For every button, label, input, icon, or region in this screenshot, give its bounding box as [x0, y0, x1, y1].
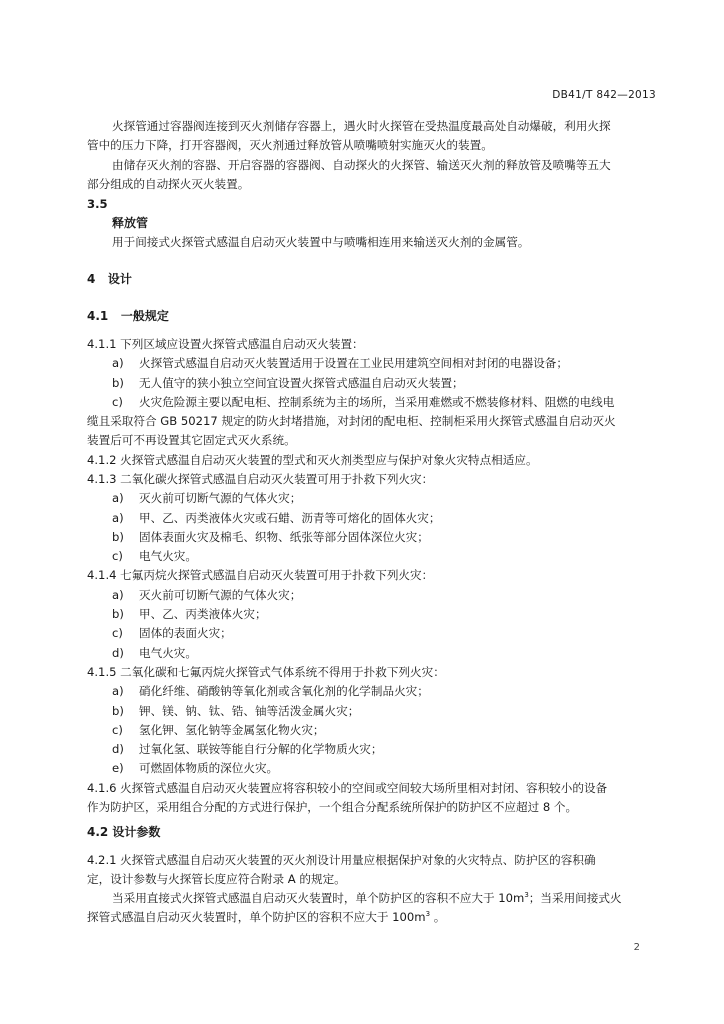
list-item: c) 火灾危险源主要以配电柜、控制系统为主的场所，当采用难燃或不燃装修材料、阻燃的电线电 — [112, 395, 615, 409]
list-item: c) 电气火灾。 — [112, 549, 197, 563]
paragraph-line: 部分组成的自动探火灭火装置。 — [87, 177, 250, 191]
term-definition: 用于间接式火探管式感温自启动灭火装置中与喷嘴相连用来输送灭火剂的金属管。 — [112, 235, 530, 249]
list-item: e) 可燃固体物质的深位火灾。 — [112, 761, 279, 775]
list-item: a) 灭火前可切断气源的气体火灾； — [112, 588, 302, 602]
list-item: b) 无人值守的狭小独立空间宜设置火探管式感温自启动灭火装置； — [112, 376, 464, 390]
clause-line: 当采用直接式火探管式感温自启动灭火装置时，单个防护区的容积不应大于 $10m^3$；当采用间接式火 — [112, 891, 622, 905]
list-item: a) 火探管式感温自启动灭火装置适用于设置在工业民用建筑空间相对封闭的电器设备； — [112, 356, 568, 370]
clause-line: 定，设计参数与火探管长度应符合附录 A 的规定。 — [87, 872, 346, 886]
list-item: d) 过氧化氢、联铵等能自行分解的化学物质火灾； — [112, 742, 383, 756]
clause-line: 探管式感温自启动灭火装置时，单个防护区的容积不应大于 $100m^3$ 。 — [87, 910, 446, 924]
list-item: c) 氢化钾、氢化钠等金属氢化物火灾； — [112, 723, 325, 737]
section-heading: 4.2 设计参数 — [87, 825, 161, 839]
paragraph-line: 装置后可不再设置其它固定式灭火系统。 — [87, 433, 296, 447]
paragraph-line: 缆且采取符合 GB 50217 规定的防火封堵措施，对封闭的配电柜、控制柜采用火探管式感温自启动灭火 — [87, 414, 616, 428]
list-item: c) 固体的表面火灾； — [112, 626, 232, 640]
clause-head: 4.1.2 火探管式感温自启动灭火装置的型式和灭火剂类型应与保护对象火灾特点相适应。 — [87, 453, 538, 467]
list-item: a) 灭火前可切断气源的气体火灾； — [112, 491, 302, 505]
list-item: d) 电气火灾。 — [112, 646, 197, 660]
clause-head: 4.1.4 七氟丙烷火探管式感温自启动灭火装置可用于扑救下列火灾： — [87, 568, 434, 582]
list-item: a) 甲、乙、丙类液体火灾或石蜡、沥青等可熔化的固体火灾； — [112, 511, 441, 525]
clause-head: 4.1.1 下列区域应设置火探管式感温自启动灭火装置： — [87, 337, 364, 351]
list-item: b) 甲、乙、丙类液体火灾； — [112, 607, 267, 621]
list-item: a) 硝化纤维、硝酸钠等氧化剂或含氧化剂的化学制品火灾； — [112, 684, 429, 698]
term-title: 释放管 — [112, 216, 149, 230]
paragraph-line: 管中的压力下降，打开容器阀，灭火剂通过释放管从喷嘴喷射实施灭火的装置。 — [87, 138, 493, 152]
page-number: 2 — [633, 942, 640, 953]
clause-line: 4.2.1 火探管式感温自启动灭火装置的灭火剂设计用量应根据保护对象的火灾特点、防护区的容积确 — [87, 853, 596, 867]
list-item: b) 固体表面火灾及棉毛、织物、纸张等部分固体深位火灾； — [112, 530, 429, 544]
paragraph-line: 由储存灭火剂的容器、开启容器的容器阀、自动探火的火探管、输送灭火剂的释放管及喷嘴等五大 — [112, 158, 611, 172]
chapter-number: 4 — [87, 272, 96, 286]
chapter-title: 设计 — [107, 272, 132, 286]
clause-head: 4.1.5 二氧化碳和七氟丙烷火探管式气体系统不得用于扑救下列火灾： — [87, 665, 445, 679]
clause-head: 4.1.3 二氧化碳火探管式感温自启动灭火装置可用于扑救下列火灾： — [87, 472, 434, 486]
clause-line: 作为防护区，采用组合分配的方式进行保护，一个组合分配系统所保护的防护区不应超过 8 个。 — [87, 800, 578, 814]
section-number: 3.5 — [87, 197, 108, 211]
standard-header: DB41/T 842—2013 — [552, 89, 656, 101]
section-heading — [87, 307, 657, 325]
clause-line: 4.1.6 火探管式感温自启动灭火装置应将容积较小的空间或空间较大场所里相对封闭、容积较小的设备 — [87, 781, 608, 795]
chapter-heading — [87, 270, 657, 288]
paragraph-line: 火探管通过容器阀连接到灭火剂储存容器上，遇火时火探管在受热温度最高处自动爆破，利用火探 — [112, 119, 611, 133]
section-title: 一般规定 — [120, 309, 169, 323]
section-number: 4.1 — [87, 309, 109, 323]
list-item: b) 钾、镁、钠、钛、锆、铀等活泼金属火灾； — [112, 704, 360, 718]
